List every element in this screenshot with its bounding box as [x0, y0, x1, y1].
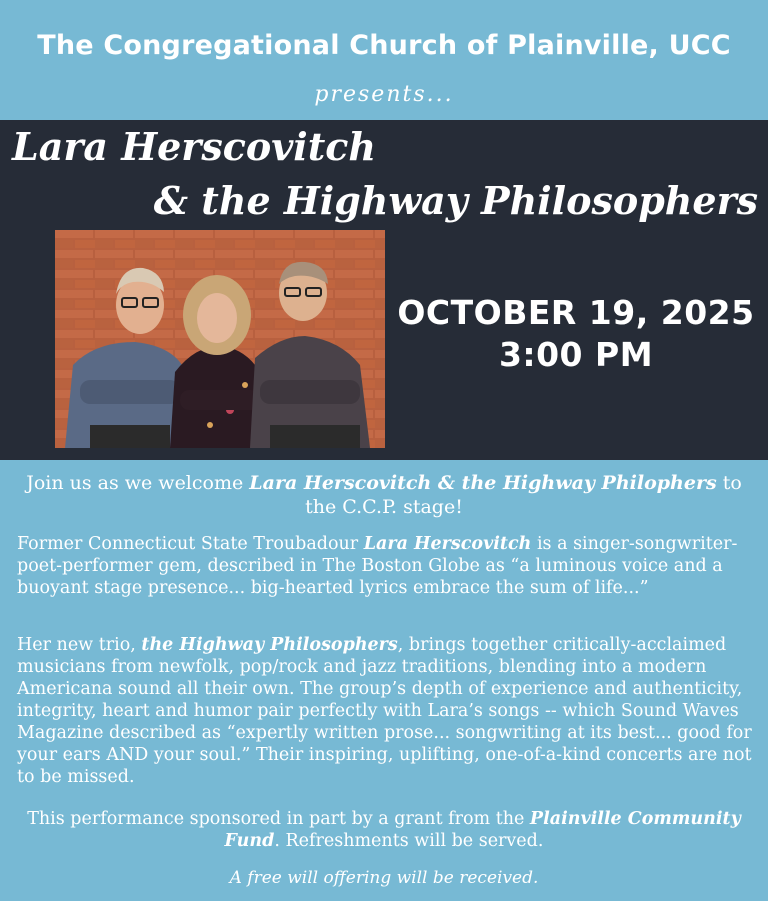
bio-post: is a singer-songwriter-poet-performer gem, described in The Boston Globe as “a luminous voice and a buoyant stage presence... big-hearted lyrics embrace the sum of life...”	[17, 534, 738, 598]
trio-paragraph	[17, 634, 757, 788]
church-name: The Congregational Church of Plainville, UCC	[37, 30, 731, 61]
welcome-post: to the C.C.P. stage!	[305, 472, 742, 518]
band-photo-illustration	[55, 230, 385, 448]
sponsor-text	[10, 808, 758, 852]
header	[0, 0, 768, 120]
welcome-performer-name: Lara Herscovitch & the Highway Philophers	[249, 472, 717, 494]
performer-title-line1: Lara Herscovitch	[12, 124, 377, 169]
welcome-text	[10, 471, 758, 519]
bio-paragraph	[17, 533, 757, 599]
trio-band-name: the Highway Philosophers	[141, 635, 398, 655]
trio-post: , brings together critically-acclaimed musicians from newfolk, pop/rock and jazz traditions, blending into a modern Americana sound all their own. The group’s depth of experience and authenticity, integrity, heart and humor pair perfectly with Lara’s songs -- which Sound Waves Magazine described as “expertly written prose... songwriting at its best... good for your ears AND your soul.” Their inspiring, uplifting, one-of-a-kind concerts are not to be missed.	[17, 635, 752, 787]
sponsor-pre: This performance sponsored in part by a grant from the	[27, 809, 530, 829]
presents-text: presents...	[314, 82, 454, 107]
band-photo	[55, 230, 385, 448]
bio-performer-name: Lara Herscovitch	[363, 534, 532, 554]
sponsor-fund-name: Plainville Community Fund	[224, 809, 741, 851]
event-datetime	[392, 292, 760, 376]
trio-pre: Her new trio,	[17, 635, 142, 655]
event-date: OCTOBER 19, 2025	[397, 293, 755, 332]
welcome-pre: Join us as we welcome	[26, 472, 250, 494]
event-time: 3:00 PM	[498, 335, 654, 374]
bio-pre: Former Connecticut State Troubadour	[17, 534, 364, 554]
sponsor-post: . Refreshments will be served.	[274, 831, 544, 851]
performer-title-line2: & the Highway Philosophers	[153, 178, 758, 223]
offering-text: A free will offering will be received.	[229, 868, 539, 888]
